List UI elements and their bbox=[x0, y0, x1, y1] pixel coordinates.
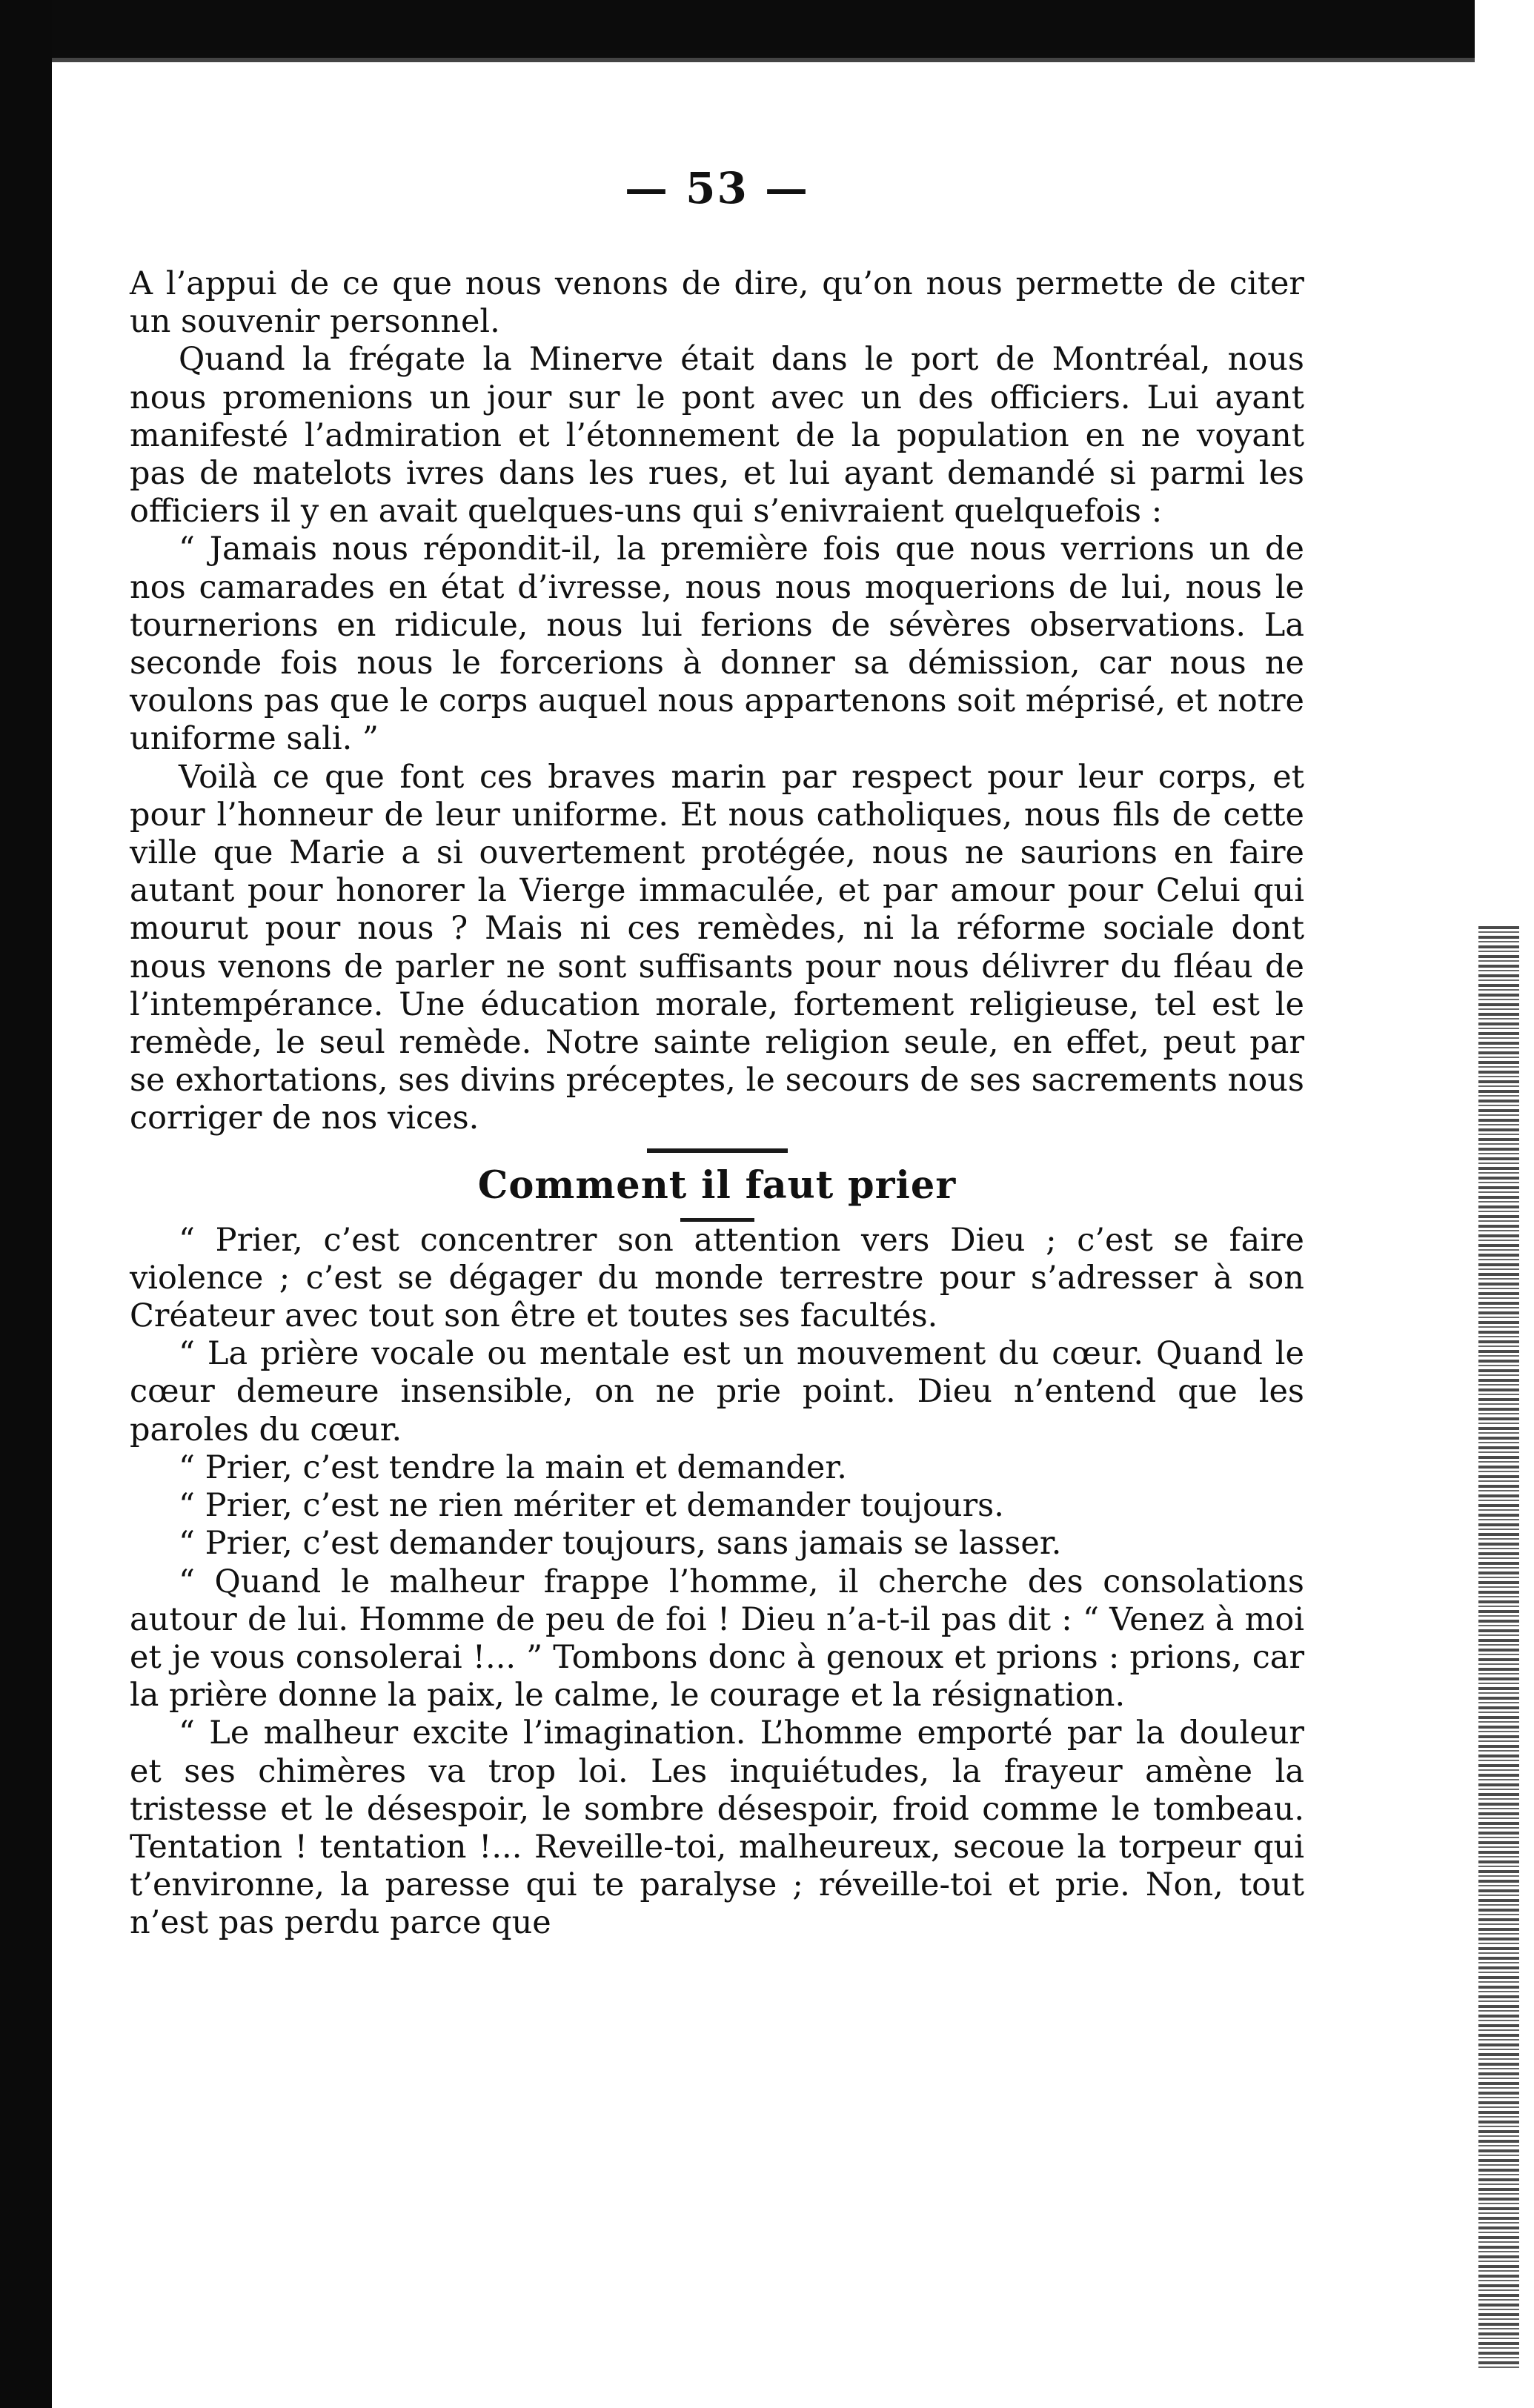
paragraph: “ Le malheur excite l’imagination. L’homme emporté par la douleur et ses chimères va trop loi. Les inquiétudes, la frayeur amène la tristesse et le désespoir, le sombre désespoir, froid comme le tombeau. Tentation ! tentation !... Reveille-toi, malheureux, secoue la torpeur qui t’environne, la paresse qui te paralyse ; réveille-toi et prie. Non, tout n’est pas perdu parce que bbox=[130, 1714, 1304, 1942]
page-number: — 53 — bbox=[624, 163, 810, 213]
paragraph: “ La prière vocale ou mentale est un mouvement du cœur. Quand le cœur demeure insensible, on ne prie point. Dieu n’entend que les paroles du cœur. bbox=[130, 1335, 1304, 1449]
paragraph: “ Prier, c’est demander toujours, sans jamais se lasser. bbox=[179, 1525, 1062, 1563]
page-body bbox=[130, 133, 1304, 2341]
scan-border-top bbox=[0, 0, 1475, 58]
paragraph: “ Prier, c’est concentrer son attention vers Dieu ; c’est se faire violence ; c’est se dégager du monde terrestre pour s’adresser à son Créateur avec tout son être et toutes ses facultés. bbox=[130, 1221, 1304, 1335]
paragraph: A l’appui de ce que nous venons de dire, qu’on nous permette de citer un souvenir personnel. bbox=[130, 265, 1304, 341]
paragraph: “ Jamais nous répondit-il, la première fois que nous verrions un de nos camarades en état d’ivresse, nous nous moquerions de lui, nous le tournerions en ridicule, nous lui ferions de sévères observations. La seconde fois nous le forcerions à donner sa démission, car nous ne voulons pas que le corps auquel nous appartenons soit méprisé, et notre uniforme sali. ” bbox=[130, 531, 1304, 758]
scan-edge-noise bbox=[1478, 926, 1519, 2371]
paragraph: “ Prier, c’est ne rien mériter et demander toujours. bbox=[179, 1487, 1004, 1525]
paragraph: Quand la frégate la Minerve était dans le port de Montréal, nous nous promenions un jour sur le pont avec un des officiers. Lui ayant manifesté l’admiration et l’étonnement de la population en ne voyant pas de matelots ivres dans les rues, et lui ayant demandé si parmi les officiers il y en avait quelques-uns qui s’enivraient quelquefois : bbox=[130, 341, 1304, 531]
section-title: Comment il faut prier bbox=[477, 1163, 957, 1208]
scan-border-left bbox=[0, 0, 52, 2408]
paragraph: “ Quand le malheur frappe l’homme, il cherche des consolations autour de lui. Homme de peu de foi ! Dieu n’a-t-il pas dit : “ Venez à moi et je vous consolerai !... ” Tombons donc à genoux et prions : prions, car la prière donne la paix, le calme, le courage et la résignation. bbox=[130, 1563, 1304, 1714]
scan-edge-line bbox=[52, 58, 1475, 62]
paragraph: Voilà ce que font ces braves marin par respect pour leur corps, et pour l’honneur de leur uniforme. Et nous catholiques, nous fils de cette ville que Marie a si ouvertement protégée, nous ne saurions en faire autant pour honorer la Vierge immaculée, et par amour pour Celui qui mourut pour nous ? Mais ni ces remèdes, ni la réforme sociale dont nous venons de parler ne sont suffisants pour nous délivrer du fléau de l’intempérance. Une éducation morale, fortement religieuse, tel est le remède, le seul remède. Notre sainte religion seule, en effet, peut par se exhortations, ses divins préceptes, le secours de ses sacrements nous corriger de nos vices. bbox=[130, 758, 1304, 1137]
section-rule-top bbox=[647, 1148, 788, 1153]
paragraph: “ Prier, c’est tendre la main et demander. bbox=[179, 1449, 847, 1486]
